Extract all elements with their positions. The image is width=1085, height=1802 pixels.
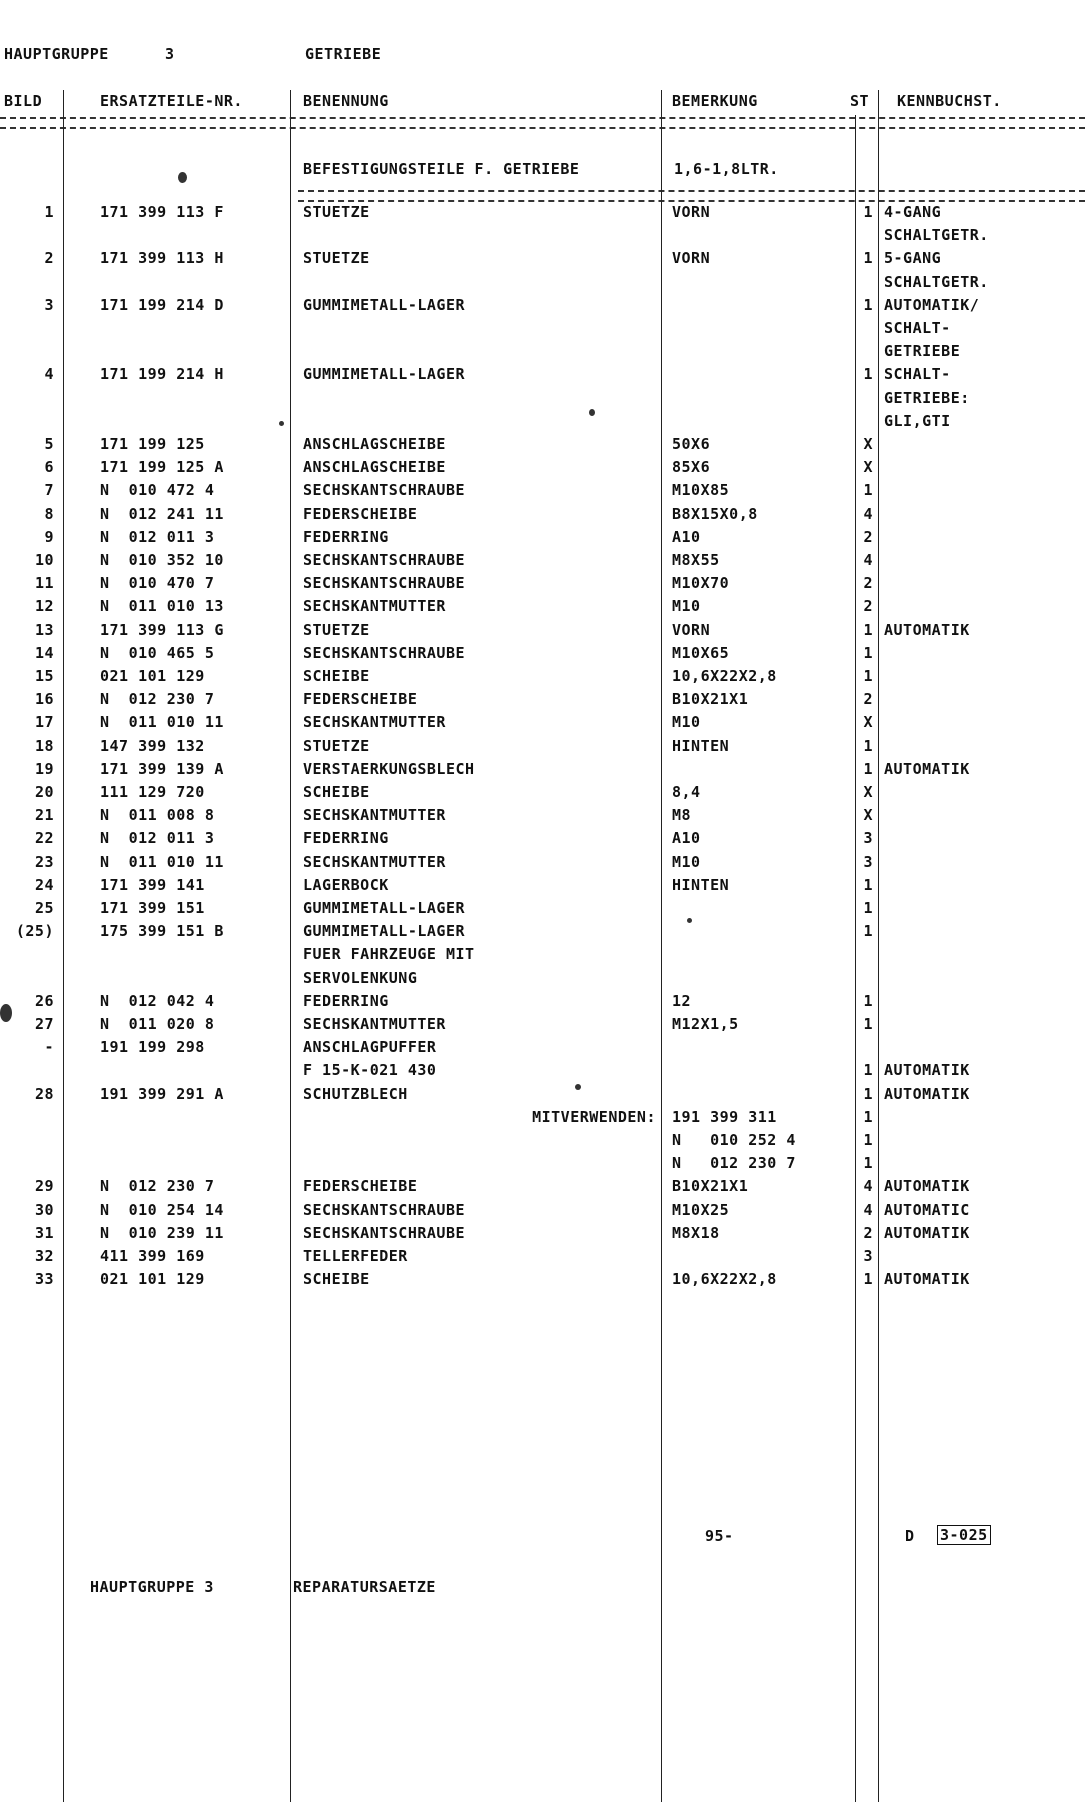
row-bild: 2 (44, 249, 54, 268)
row-part-number: 171 199 125 A (100, 458, 224, 477)
row-name: GUMMIMETALL-LAGER (303, 295, 466, 314)
row-qty: 3 (863, 1247, 873, 1265)
row-bild: 5 (44, 435, 54, 453)
row-name: STUETZE (303, 736, 370, 755)
row-bild: (25) (15, 922, 54, 941)
row-remark: 191 399 311 (672, 1107, 777, 1126)
row-bild: 23 (34, 852, 54, 871)
row-name: FEDERRING (303, 829, 389, 848)
row-remark: M8X55 (672, 551, 720, 569)
row-remark: VORN (672, 249, 711, 268)
next-group-title: REPARATURSAETZE (293, 1578, 436, 1596)
row-name: GUMMIMETALL-LAGER (303, 365, 466, 384)
row-qty: 4 (863, 504, 873, 523)
row-part-number: 171 199 214 H (100, 365, 224, 384)
row-name: FEDERSCHEIBE (303, 690, 418, 709)
row-bild: 21 (34, 806, 54, 825)
row-name: F 15-K-021 430 (303, 1061, 437, 1080)
row-name: STUETZE (303, 249, 370, 268)
row-part-number: N 012 241 11 (100, 504, 224, 523)
row-remark: B10X21X1 (672, 690, 749, 709)
scan-speck (178, 172, 187, 183)
row-name: STUETZE (303, 620, 370, 639)
row-part-number: N 012 230 7 (100, 1177, 215, 1196)
row-qty: 1 (863, 899, 873, 917)
row-code: SCHALT- (884, 365, 951, 384)
row-bild: 14 (34, 643, 54, 662)
row-part-number: N 010 472 4 (100, 481, 215, 500)
row-bild: 7 (44, 481, 54, 500)
row-remark: M10X70 (672, 574, 730, 593)
row-name: SECHSKANTSCHRAUBE (303, 1223, 466, 1242)
col-bild: BILD (4, 92, 43, 110)
row-part-number: N 012 011 3 (100, 829, 215, 848)
row-bild: 4 (44, 365, 54, 384)
row-remark: M12X1,5 (672, 1015, 739, 1033)
row-qty: 2 (863, 527, 873, 546)
row-part-number: 021 101 129 (100, 1270, 205, 1289)
row-name: SECHSKANTMUTTER (303, 806, 446, 825)
header-rule (0, 117, 1085, 129)
row-part-number: N 010 470 7 (100, 574, 215, 593)
row-part-number: 171 399 141 (100, 875, 205, 894)
row-bild: 25 (34, 899, 54, 917)
row-name: VERSTAERKUNGSBLECH (303, 759, 475, 778)
row-remark: 8,4 (672, 783, 701, 801)
row-bild: 30 (34, 1200, 54, 1219)
row-qty: 1 (863, 991, 873, 1010)
row-bild: 31 (34, 1223, 54, 1242)
row-qty: 2 (863, 574, 873, 593)
row-remark: HINTEN (672, 875, 730, 894)
row-qty: 1 (863, 1015, 873, 1033)
row-name: FEDERRING (303, 991, 389, 1010)
row-part-number: N 011 010 11 (100, 713, 224, 732)
row-part-number: N 011 010 11 (100, 852, 224, 871)
row-part-number: N 012 230 7 (100, 690, 215, 709)
row-bild: 15 (34, 667, 54, 685)
page-prefix: D (905, 1527, 915, 1545)
row-part-number: N 010 239 11 (100, 1223, 224, 1242)
row-part-number: 411 399 169 (100, 1247, 205, 1265)
row-qty: 1 (863, 203, 873, 221)
column-divider (290, 90, 291, 1802)
scan-speck (589, 409, 595, 416)
row-bild: 22 (34, 829, 54, 848)
row-code: AUTOMATIK (884, 1084, 970, 1103)
row-name: LAGERBOCK (303, 875, 389, 894)
column-divider (63, 90, 64, 1802)
col-part-no: ERSATZTEILE-NR. (100, 92, 243, 110)
row-bild: 6 (44, 458, 54, 477)
row-name: FEDERSCHEIBE (303, 504, 418, 523)
section-rule (298, 190, 1085, 202)
row-code: AUTOMATIK (884, 1061, 970, 1080)
row-name: SCHEIBE (303, 667, 370, 685)
row-bild: 13 (34, 620, 54, 639)
row-code: GETRIEBE (884, 342, 961, 361)
column-divider (855, 115, 856, 1802)
column-divider (878, 90, 879, 1802)
row-qty: 1 (863, 620, 873, 639)
row-qty: 4 (863, 1177, 873, 1196)
row-name: SECHSKANTMUTTER (303, 1015, 446, 1033)
row-part-number: 171 199 214 D (100, 295, 224, 314)
row-code: SCHALTGETR. (884, 272, 989, 291)
row-qty: 2 (863, 597, 873, 616)
row-qty: 1 (863, 1270, 873, 1289)
row-qty: 2 (863, 1223, 873, 1242)
row-bild: 12 (34, 597, 54, 616)
row-name: ANSCHLAGPUFFER (303, 1038, 437, 1057)
col-remark: BEMERKUNG (672, 92, 758, 110)
page-code: 3-025 (937, 1525, 991, 1545)
row-bild: 18 (34, 736, 54, 755)
row-name: SECHSKANTMUTTER (303, 852, 446, 871)
row-part-number: N 012 011 3 (100, 527, 215, 546)
row-bild: 33 (34, 1270, 54, 1289)
row-name: ANSCHLAGSCHEIBE (303, 458, 446, 477)
row-remark: M10 (672, 597, 701, 616)
row-code: AUTOMATIK (884, 620, 970, 639)
row-code: GLI,GTI (884, 411, 951, 430)
row-remark: HINTEN (672, 736, 730, 755)
row-part-number: N 010 352 10 (100, 551, 224, 569)
row-qty: 3 (863, 852, 873, 871)
row-qty: X (863, 783, 873, 801)
row-code: 5-GANG (884, 249, 942, 268)
row-name: SECHSKANTSCHRAUBE (303, 481, 466, 500)
group-number: 3 (165, 45, 175, 63)
row-qty: 3 (863, 829, 873, 848)
row-name: SERVOLENKUNG (303, 968, 418, 987)
row-part-number: 171 199 125 (100, 435, 205, 453)
row-remark: 85X6 (672, 458, 711, 477)
row-qty: 1 (863, 759, 873, 778)
row-remark: B8X15X0,8 (672, 504, 758, 523)
row-qty: X (863, 806, 873, 825)
row-part-number: 191 199 298 (100, 1038, 205, 1057)
row-code: SCHALTGETR. (884, 226, 989, 245)
row-part-number: 171 399 113 G (100, 620, 224, 639)
row-name: TELLERFEDER (303, 1247, 408, 1265)
row-remark: A10 (672, 829, 701, 848)
row-part-number: 171 399 139 A (100, 759, 224, 778)
row-bild: 11 (34, 574, 54, 593)
row-part-number: 171 399 113 F (100, 203, 224, 221)
row-qty: 1 (863, 1084, 873, 1103)
row-name: SCHEIBE (303, 1270, 370, 1289)
row-remark: VORN (672, 620, 711, 639)
row-bild: 20 (34, 783, 54, 801)
row-bild: 16 (34, 690, 54, 709)
row-qty: 1 (863, 249, 873, 268)
row-remark: N 012 230 7 (672, 1154, 796, 1173)
row-remark: A10 (672, 527, 701, 546)
row-remark: 12 (672, 991, 692, 1010)
row-part-number: 175 399 151 B (100, 922, 224, 941)
row-qty: 1 (863, 1154, 873, 1173)
row-qty: 2 (863, 690, 873, 709)
row-remark: M10X25 (672, 1200, 730, 1219)
row-bild: 8 (44, 504, 54, 523)
row-bild: 9 (44, 527, 54, 546)
row-remark: 10,6X22X2,8 (672, 1270, 777, 1289)
row-qty: 1 (863, 667, 873, 685)
row-name: STUETZE (303, 203, 370, 221)
next-group-label: HAUPTGRUPPE 3 (90, 1578, 214, 1596)
row-qty: 4 (863, 1200, 873, 1219)
row-part-number: N 011 020 8 (100, 1015, 215, 1033)
row-qty: 1 (863, 1061, 873, 1080)
row-code: AUTOMATIK (884, 1270, 970, 1289)
scan-speck (0, 1004, 12, 1022)
row-qty: 1 (863, 1131, 873, 1149)
row-remark: 50X6 (672, 435, 711, 453)
row-qty: X (863, 458, 873, 477)
row-qty: 1 (863, 736, 873, 755)
row-code: AUTOMATIK (884, 1177, 970, 1196)
row-name: SECHSKANTMUTTER (303, 597, 446, 616)
row-remark: M8X18 (672, 1223, 720, 1242)
row-bild: 27 (34, 1015, 54, 1033)
section-title: BEFESTIGUNGSTEILE F. GETRIEBE (303, 160, 580, 178)
row-remark: M10X85 (672, 481, 730, 500)
row-name: SECHSKANTSCHRAUBE (303, 1200, 466, 1219)
row-bild: 3 (44, 295, 54, 314)
row-name: SECHSKANTMUTTER (303, 713, 446, 732)
row-bild: 24 (34, 875, 54, 894)
row-bild: 29 (34, 1177, 54, 1196)
row-remark: M10 (672, 713, 701, 732)
row-name: GUMMIMETALL-LAGER (303, 899, 466, 917)
row-name: FEDERRING (303, 527, 389, 546)
row-remark: M10X65 (672, 643, 730, 662)
row-part-number: 147 399 132 (100, 736, 205, 755)
row-part-number: N 011 008 8 (100, 806, 215, 825)
row-bild: 17 (34, 713, 54, 732)
row-name: SCHUTZBLECH (303, 1084, 408, 1103)
col-code: KENNBUCHST. (897, 92, 1002, 110)
row-qty: 4 (863, 551, 873, 569)
row-qty: 1 (863, 922, 873, 941)
row-part-number: 191 399 291 A (100, 1084, 224, 1103)
group-title: GETRIEBE (305, 45, 382, 63)
column-divider (661, 90, 662, 1802)
col-name: BENENNUNG (303, 92, 389, 110)
row-name: SECHSKANTSCHRAUBE (303, 643, 466, 662)
section-remark: 1,6-1,8LTR. (674, 160, 779, 178)
row-name: FEDERSCHEIBE (303, 1177, 418, 1196)
row-part-number: 021 101 129 (100, 667, 205, 685)
scan-speck (687, 918, 692, 923)
row-bild: 19 (34, 759, 54, 778)
row-part-number: 171 399 113 H (100, 249, 224, 268)
row-qty: 1 (863, 295, 873, 314)
row-part-number: 111 129 720 (100, 783, 205, 801)
row-qty: 1 (863, 643, 873, 662)
row-name: SECHSKANTSCHRAUBE (303, 574, 466, 593)
row-remark: VORN (672, 203, 711, 221)
row-name: SCHEIBE (303, 783, 370, 801)
row-remark: N 010 252 4 (672, 1131, 796, 1149)
row-bild: - (44, 1038, 54, 1057)
row-code: AUTOMATIK (884, 759, 970, 778)
row-name: GUMMIMETALL-LAGER (303, 922, 466, 941)
row-bild: 1 (44, 203, 54, 221)
row-remark: 10,6X22X2,8 (672, 667, 777, 685)
row-code: AUTOMATIK (884, 1223, 970, 1242)
row-name: FUER FAHRZEUGE MIT (303, 945, 475, 964)
row-qty: X (863, 713, 873, 732)
row-part-number: N 010 465 5 (100, 643, 215, 662)
row-qty: X (863, 435, 873, 453)
row-remark: M10 (672, 852, 701, 871)
row-code: AUTOMATIK/ (884, 295, 980, 314)
row-code: AUTOMATIC (884, 1200, 970, 1219)
row-name: SECHSKANTSCHRAUBE (303, 551, 466, 569)
row-part-number: 171 399 151 (100, 899, 205, 917)
row-name: ANSCHLAGSCHEIBE (303, 435, 446, 453)
col-qty: ST (850, 92, 870, 110)
page-number: 95- (705, 1527, 734, 1545)
row-bild: 28 (34, 1084, 54, 1103)
row-part-number: N 010 254 14 (100, 1200, 224, 1219)
row-qty: 1 (863, 1107, 873, 1126)
row-remark: M8 (672, 806, 692, 825)
row-qty: 1 (863, 481, 873, 500)
row-bild: 10 (34, 551, 54, 569)
group-label: HAUPTGRUPPE (4, 45, 109, 63)
row-code: 4-GANG (884, 203, 942, 221)
scan-speck (279, 421, 284, 426)
row-bild: 32 (34, 1247, 54, 1265)
row-code: SCHALT- (884, 319, 951, 337)
row-part-number: N 011 010 13 (100, 597, 224, 616)
row-remark: B10X21X1 (672, 1177, 749, 1196)
row-qty: 1 (863, 875, 873, 894)
row-note: MITVERWENDEN: (532, 1107, 656, 1126)
scan-speck (575, 1084, 581, 1090)
row-qty: 1 (863, 365, 873, 384)
row-part-number: N 012 042 4 (100, 991, 215, 1010)
row-code: GETRIEBE: (884, 388, 970, 407)
row-bild: 26 (34, 991, 54, 1010)
